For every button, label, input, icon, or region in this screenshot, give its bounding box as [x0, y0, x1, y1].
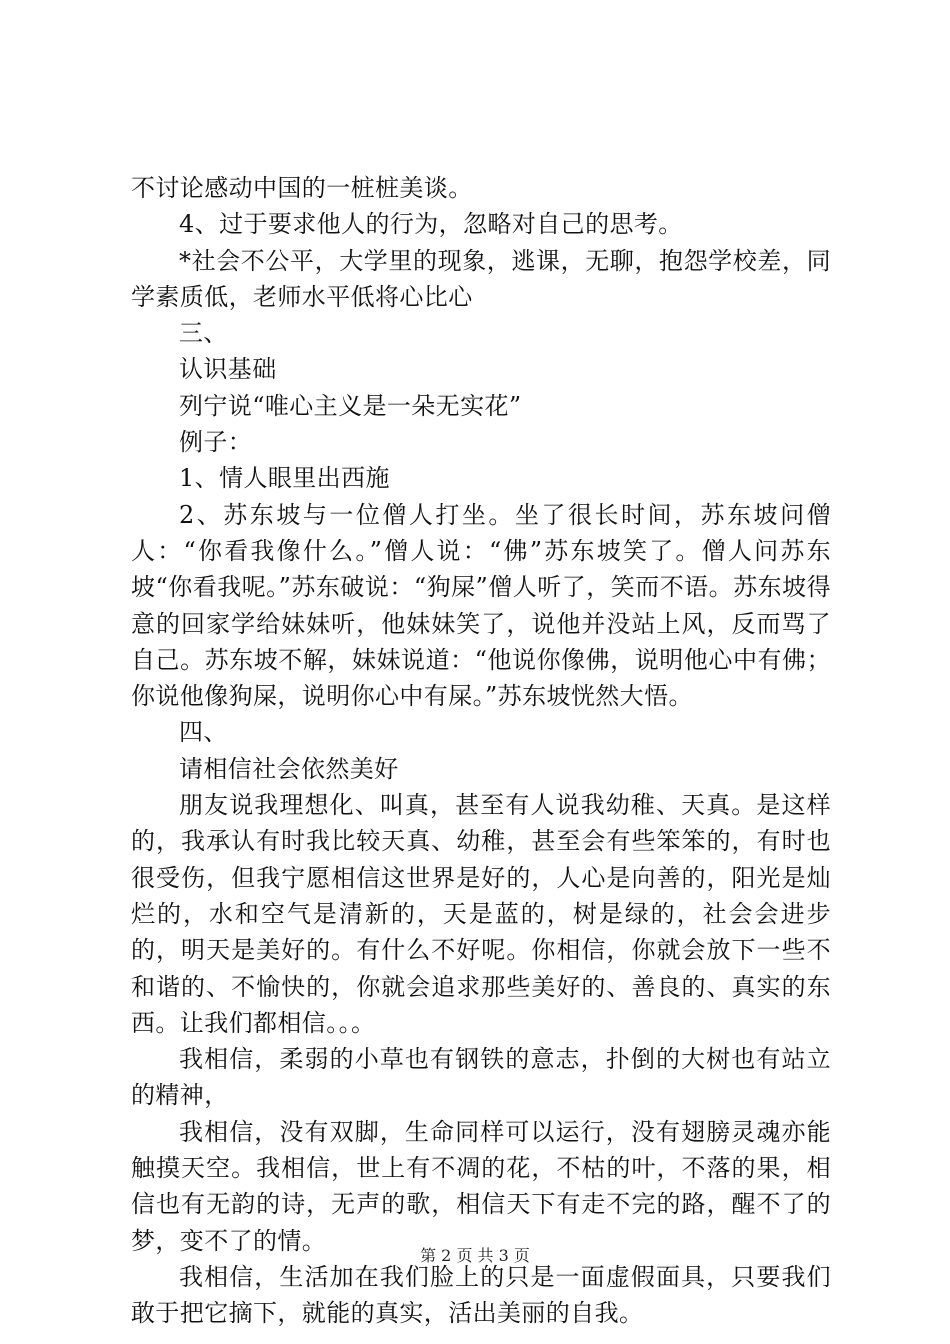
page-footer: 第 2 页 共 3 页 — [420, 1246, 530, 1265]
paragraph: 三、 — [179, 319, 228, 348]
paragraph: 2、苏东坡与一位僧人打坐。坐了很长时间，苏东坡问僧人：“你看我像什么。”僧人说：“佛”苏东坡笑了。僧人问苏东坡“你看我呢。”苏东破说：“狗屎”僧人听了，笑而不语。苏东坡得意的回家学给妹妹听，他妹妹笑了，说他并没站上风，反而骂了自己。苏东坡不解，妹妹说道：“他说你像佛，说明他心中有佛；你说他像狗屎，说明你心中有屎。”苏东坡恍然大悟。 — [131, 500, 831, 711]
paragraph: 列宁说“唯心主义是一朵无实花” — [179, 391, 522, 420]
paragraph: 朋友说我理想化、叫真，甚至有人说我幼稚、天真。是这样的，我承认有时我比较天真、幼稚，甚至会有些笨笨的，有时也很受伤，但我宁愿相信这世界是好的，人心是向善的，阳光是灿烂的，水和空气是清新的，天是蓝的，树是绿的，社会会进步的，明天是美好的。有什么不好呢。你相信，你就会放下一些不和谐的、不愉快的，你就会追求那些美好的、善良的、真实的东西。让我们都相信。。。 — [131, 791, 831, 1037]
paragraph: *社会不公平，大学里的现象，逃课，无聊，抱怨学校差，同学素质低，老师水平低将心比心 — [131, 246, 831, 311]
paragraph: 4、过于要求他人的行为，忽略对自己的思考。 — [179, 210, 683, 239]
document-body — [131, 170, 831, 1332]
paragraph: 请相信社会依然美好 — [179, 754, 399, 783]
paragraph: 四、 — [179, 718, 228, 747]
paragraph: 不讨论感动中国的一桩桩美谈。 — [131, 174, 473, 202]
paragraph: 我相信，柔弱的小草也有钢铁的意志，扑倒的大树也有站立的精神， — [131, 1045, 831, 1110]
paragraph: 认识基础 — [179, 355, 277, 384]
paragraph: 我相信，没有双脚，生命同样可以运行，没有翅膀灵魂亦能触摸天空。我相信，世上有不凋的花，不枯的叶，不落的果，相信也有无韵的诗，无声的歌，相信天下有走不完的路，醒不了的梦，变不了的情。 — [131, 1117, 831, 1255]
paragraph: 例子： — [179, 428, 253, 457]
paragraph: 1、情人眼里出西施 — [179, 464, 390, 493]
paragraph: 我相信，生活加在我们脸上的只是一面虚假面具，只要我们敢于把它摘下，就能的真实，活出美丽的自我。 — [131, 1262, 831, 1328]
